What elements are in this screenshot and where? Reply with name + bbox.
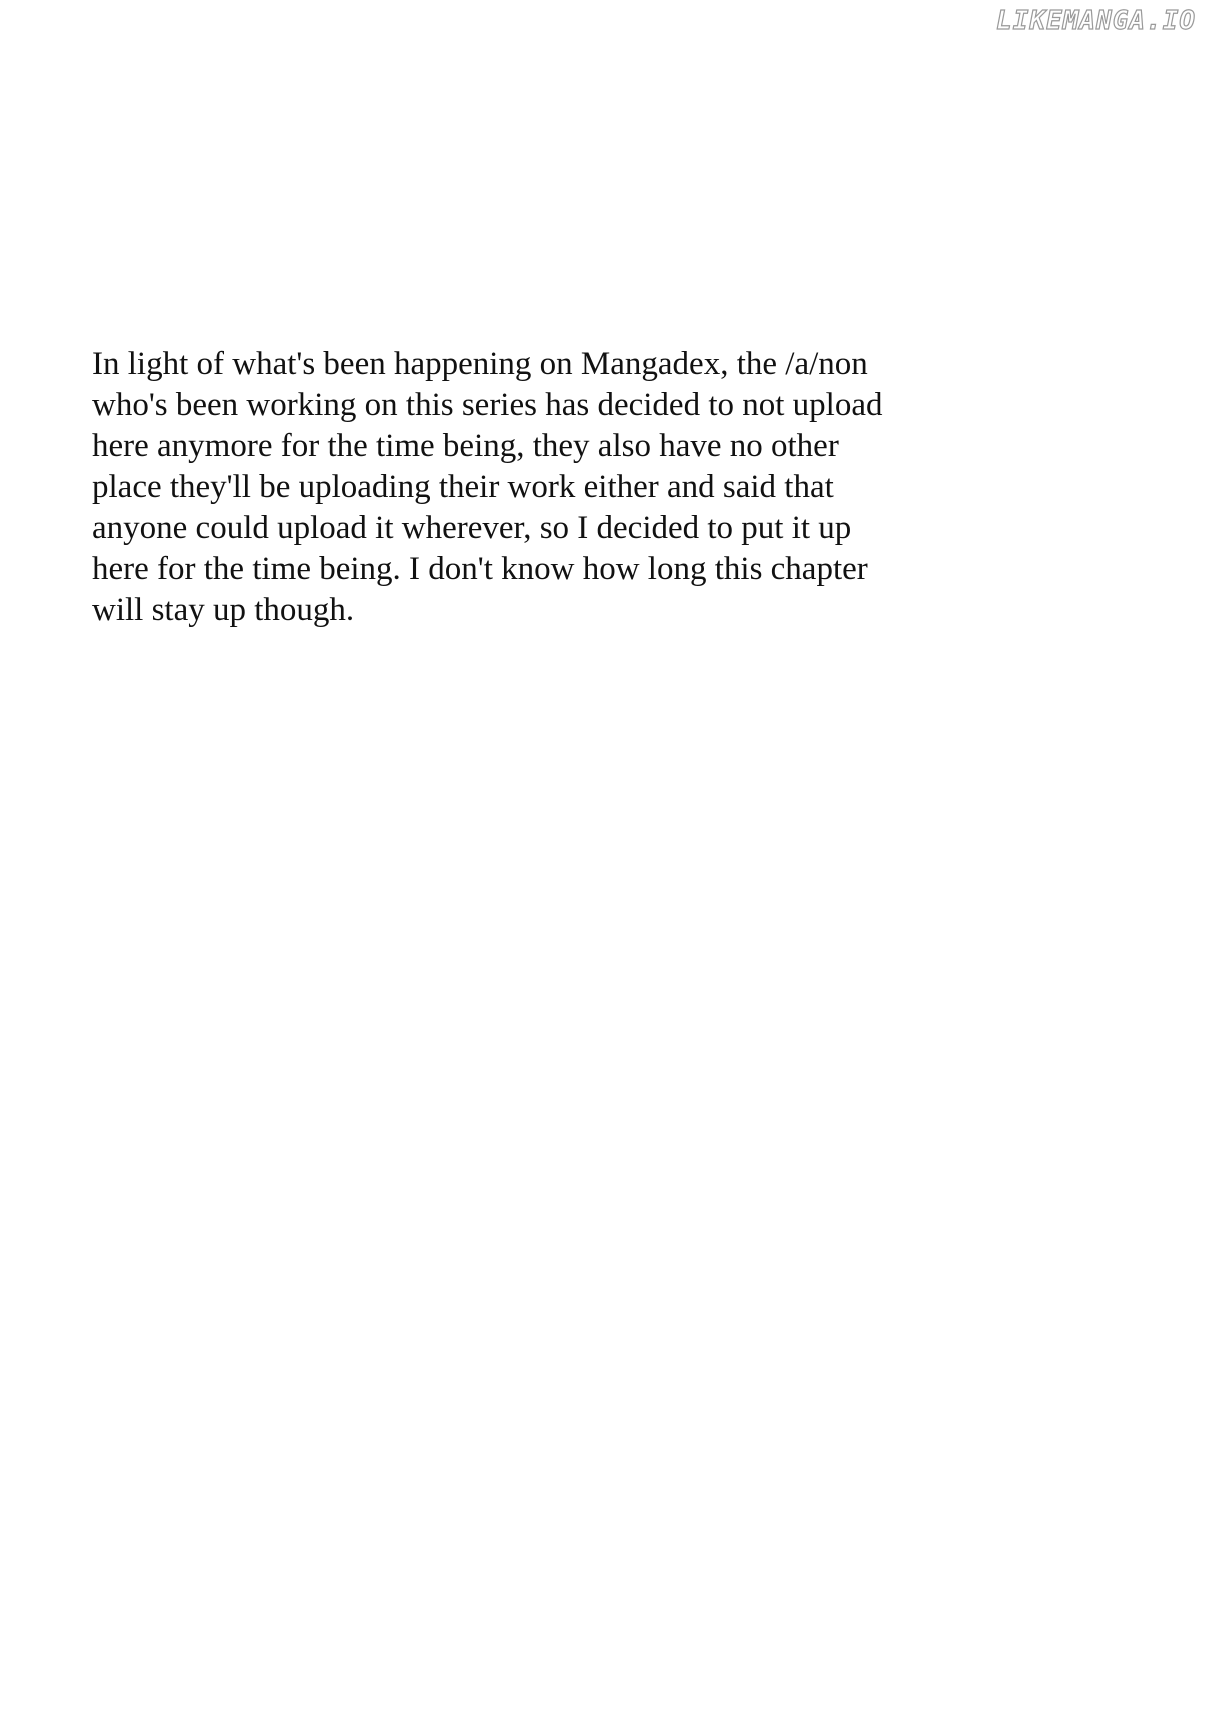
site-watermark: LIKEMANGA.IO [996,6,1196,36]
uploader-note [92,344,972,631]
note-line: will stay up though. [92,592,355,628]
note-line: In light of what's been happening on Mangadex, the /a/non [92,346,868,382]
note-line: who's been working on this series has decided to not upload [92,387,883,423]
note-line: place they'll be uploading their work either and said that [92,469,834,505]
note-line: here for the time being. I don't know how long this chapter [92,551,868,587]
note-line: here anymore for the time being, they also have no other [92,428,839,464]
note-line: anyone could upload it wherever, so I decided to put it up [92,510,852,546]
